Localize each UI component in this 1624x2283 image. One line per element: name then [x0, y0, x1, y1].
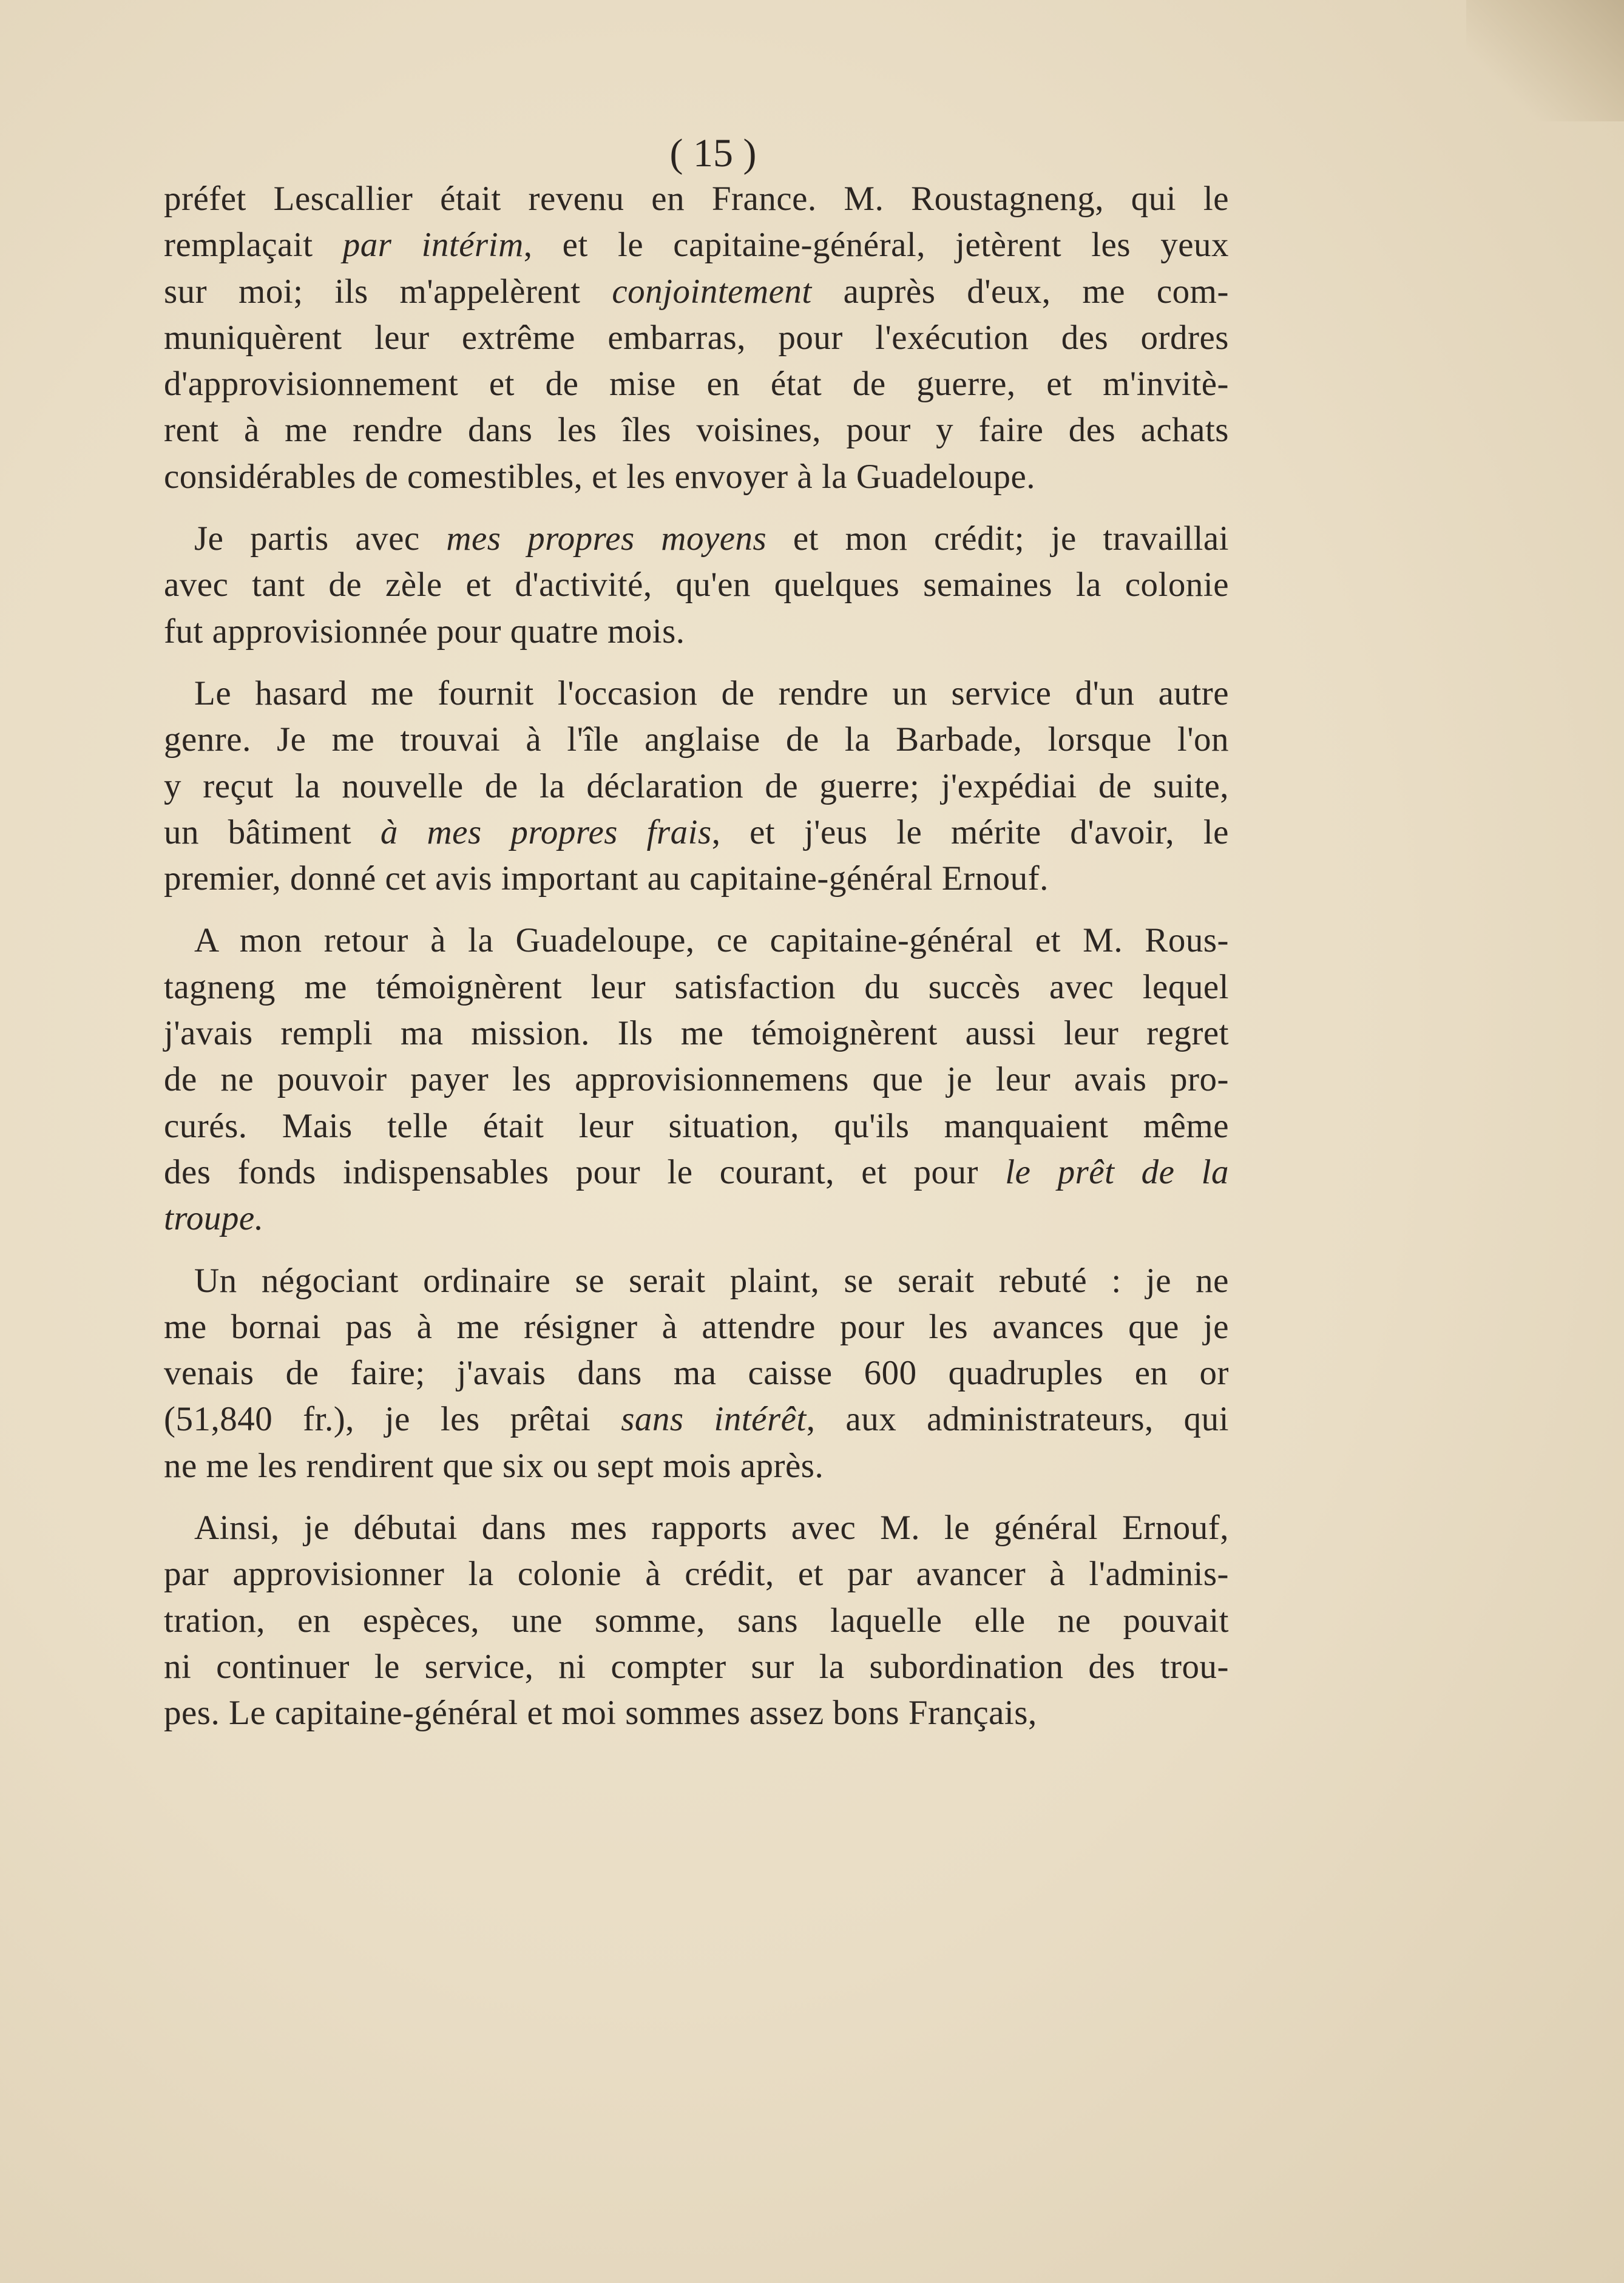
- text-line: [164, 315, 1229, 361]
- page-number: ( 15 ): [669, 131, 757, 175]
- text-run: ne me les rendirent que six ou sept mois après.: [164, 1446, 824, 1485]
- text-run: préfet Lescallier était revenu en France. M. Roustagneng, qui le: [164, 180, 1229, 218]
- text-run: , aux administrateurs, qui: [806, 1400, 1230, 1439]
- text-line: [164, 671, 1229, 717]
- text-line: [164, 918, 1229, 964]
- text-line: [164, 717, 1229, 763]
- text-line: [164, 1103, 1229, 1149]
- paragraph: [164, 671, 1229, 902]
- text-run: remplaçait: [164, 226, 343, 265]
- text-line: [164, 1505, 1229, 1551]
- text-run: un bâtiment: [164, 813, 381, 851]
- paragraph: [164, 918, 1229, 1242]
- text-line: [164, 1644, 1229, 1690]
- text-line: [164, 516, 1229, 562]
- text-line: [164, 1443, 1229, 1489]
- text-run: genre. Je me trouvai à l'île anglaise de la Barbade, lorsque l'on: [164, 720, 1229, 759]
- text-run: et mon crédit; je travaillai: [766, 519, 1229, 558]
- text-line: [164, 1690, 1229, 1736]
- text-run: ni continuer le service, ni compter sur la subordination des trou-: [164, 1647, 1229, 1686]
- text-line: [164, 1598, 1229, 1644]
- text-run: pes. Le capitaine-général et moi sommes assez bons Français,: [164, 1694, 1037, 1733]
- text-run: Le hasard me fournit l'occasion de rendre un service d'un autre: [194, 674, 1229, 712]
- text-line: [164, 810, 1229, 856]
- text-run: muniquèrent leur extrême embarras, pour l'exécution des ordres: [164, 318, 1229, 357]
- text-run: curés. Mais telle était leur situation, qu'ils manquaient même: [164, 1106, 1229, 1145]
- italic-text: mes propres moyens: [446, 519, 767, 558]
- text-run: Je partis avec: [194, 519, 447, 558]
- text-line: [164, 454, 1229, 500]
- italic-text: le prêt de la: [1005, 1152, 1229, 1191]
- body-text: [164, 176, 1229, 1753]
- text-run: premier, donné cet avis important au capitaine-général Ernouf.: [164, 859, 1049, 898]
- text-run: Un négociant ordinaire se serait plaint, se serait rebuté : je ne: [194, 1261, 1229, 1300]
- text-run: fut approvisionnée pour quatre mois.: [164, 612, 685, 651]
- text-line: [164, 1396, 1229, 1443]
- italic-text: troupe.: [164, 1199, 264, 1238]
- text-run: d'approvisionnement et de mise en état de guerre, et m'invitè-: [164, 365, 1229, 404]
- text-run: (51,840 fr.), je les prêtai: [164, 1400, 621, 1439]
- text-line: [164, 856, 1229, 902]
- paragraph: [164, 1258, 1229, 1489]
- italic-text: par intérim: [342, 226, 524, 265]
- text-line: [164, 1010, 1229, 1057]
- text-run: , et j'eus le mérite d'avoir, le: [711, 813, 1229, 851]
- text-line: [164, 562, 1229, 608]
- text-run: tagneng me témoignèrent leur satisfaction du succès avec lequel: [164, 967, 1229, 1006]
- text-run: j'avais rempli ma mission. Ils me témoignèrent aussi leur regret: [164, 1014, 1229, 1053]
- text-run: venais de faire; j'avais dans ma caisse 600 quadruples en or: [164, 1354, 1229, 1393]
- paragraph: [164, 1505, 1229, 1736]
- text-run: par approvisionner la colonie à crédit, et par avancer à l'adminis-: [164, 1555, 1229, 1594]
- text-run: rent à me rendre dans les îles voisines, pour y faire des achats: [164, 411, 1229, 450]
- italic-text: sans intérêt: [621, 1400, 807, 1439]
- text-line: [164, 964, 1229, 1010]
- page-corner-stain: [1466, 0, 1624, 121]
- text-run: , et le capitaine-général, jetèrent les yeux: [523, 226, 1230, 265]
- text-run: A mon retour à la Guadeloupe, ce capitaine-général et M. Rous-: [194, 921, 1229, 960]
- text-run: de ne pouvoir payer les approvisionnemens que je leur avais pro-: [164, 1060, 1229, 1099]
- italic-text: conjointement: [612, 272, 812, 311]
- text-line: [164, 763, 1229, 810]
- text-run: avec tant de zèle et d'activité, qu'en quelques semaines la colonie: [164, 566, 1229, 604]
- text-line: [164, 1304, 1229, 1350]
- text-run: y reçut la nouvelle de la déclaration de guerre; j'expédiai de suite,: [164, 766, 1229, 805]
- text-run: sur moi; ils m'appelèrent: [164, 272, 612, 311]
- text-line: [164, 361, 1229, 407]
- text-line: [164, 1258, 1229, 1304]
- text-line: [164, 1149, 1229, 1196]
- text-line: [164, 1057, 1229, 1103]
- text-line: [164, 176, 1229, 222]
- paragraph: [164, 176, 1229, 500]
- text-run: tration, en espèces, une somme, sans laquelle elle ne pouvait: [164, 1601, 1229, 1640]
- paragraph: [164, 516, 1229, 655]
- text-run: des fonds indispensables pour le courant, et pour: [164, 1152, 1006, 1191]
- text-line: [164, 1196, 1229, 1242]
- text-line: [164, 269, 1229, 315]
- text-run: considérables de comestibles, et les envoyer à la Guadeloupe.: [164, 457, 1035, 496]
- text-line: [164, 1350, 1229, 1396]
- text-run: auprès d'eux, me com-: [811, 272, 1229, 311]
- text-run: Ainsi, je débutai dans mes rapports avec M. le général Ernouf,: [194, 1509, 1229, 1547]
- italic-text: à mes propres frais: [380, 813, 712, 851]
- text-line: [164, 1551, 1229, 1597]
- text-line: [164, 609, 1229, 655]
- text-line: [164, 407, 1229, 453]
- text-run: me bornai pas à me résigner à attendre pour les avances que je: [164, 1307, 1229, 1346]
- text-line: [164, 222, 1229, 268]
